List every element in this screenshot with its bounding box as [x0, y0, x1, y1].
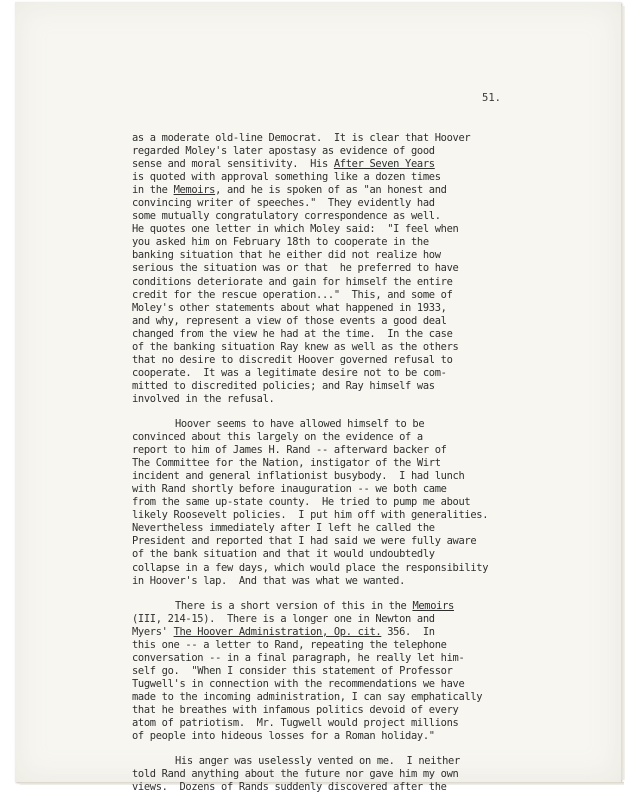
text-line	[132, 132, 552, 145]
text-segment: atom of patriotism. Mr. Tugwell would project millions	[132, 717, 459, 730]
text-segment: (III, 214-15). There is a longer one in Newton and	[132, 612, 435, 625]
text-segment: in the	[132, 184, 174, 197]
text-segment: cooperate. It was a legitimate desire not to be com-	[132, 366, 447, 379]
text-segment: of the banking situation Ray knew as well as the others	[132, 340, 459, 353]
text-line	[132, 210, 552, 223]
text-line	[132, 418, 552, 431]
text-segment: President and reported that I had said we were fully aware	[132, 535, 477, 548]
text-line	[132, 223, 552, 236]
text-line	[132, 768, 552, 781]
text-line	[132, 470, 552, 483]
text-line	[132, 354, 552, 367]
text-segment: you asked him on February 18th to cooperate in the	[132, 236, 429, 249]
text-segment: made to the incoming administration, I can say emphatically	[132, 690, 483, 703]
text-segment: conditions deteriorate and gain for himself the entire	[132, 275, 453, 288]
text-line	[132, 548, 552, 561]
text-segment: sense and moral sensitivity. His	[132, 158, 334, 171]
text-segment: told Rand anything about the future nor gave him my own	[132, 768, 459, 781]
text-line	[132, 678, 552, 691]
text-line	[132, 315, 552, 328]
text-line	[132, 613, 552, 626]
text-segment: 356. In	[381, 625, 435, 638]
text-segment: incident and general inflationist busybody. I had lunch	[132, 470, 465, 483]
text-line	[132, 665, 552, 678]
text-line	[132, 197, 552, 210]
text-line	[132, 652, 552, 665]
text-segment: as a moderate old-line Democrat. It is clear that Hoover	[132, 132, 471, 144]
text-line	[132, 380, 552, 393]
text-line	[132, 704, 552, 717]
paragraph	[132, 755, 552, 794]
text-line	[132, 249, 552, 262]
text-segment: views. Dozens of Rands suddenly discovered after the	[132, 781, 447, 794]
text-segment: and why, represent a view of those events a good deal	[132, 314, 447, 327]
text-segment: Hoover seems to have allowed himself to be	[175, 417, 425, 430]
underlined-title: The Hoover Administration, Op. cit.	[173, 625, 382, 638]
paragraph	[132, 418, 552, 588]
underlined-title: Memoirs	[173, 184, 216, 197]
text-segment: this one -- a letter to Rand, repeating the telephone	[132, 638, 447, 651]
text-line	[132, 393, 552, 406]
text-segment: There is a short version of this in the	[175, 599, 413, 612]
text-line	[132, 367, 552, 380]
text-segment: He quotes one letter in which Moley said: "I feel when	[132, 223, 459, 236]
text-line	[132, 444, 552, 457]
text-segment: , and he is spoken of as "an honest and	[215, 184, 447, 197]
text-line	[132, 302, 552, 315]
text-segment: serious the situation was or that he preferred to have	[132, 262, 459, 275]
text-segment: that he breathes with infamous politics devoid of every	[132, 703, 459, 716]
text-line	[132, 328, 552, 341]
text-line	[132, 575, 552, 588]
text-line	[132, 755, 552, 768]
text-segment: involved in the refusal.	[132, 392, 275, 405]
text-line	[132, 341, 552, 354]
underlined-title: Memoirs	[412, 599, 454, 612]
paragraph	[132, 600, 552, 744]
stacked-page-edge-right	[621, 6, 625, 780]
text-line	[132, 496, 552, 509]
text-line	[132, 158, 552, 171]
text-segment: is quoted with approval something like a dozen times	[132, 171, 441, 184]
page-number: 51.	[482, 92, 501, 104]
text-segment: conversation -- in a final paragraph, he really let him-	[132, 651, 465, 664]
text-segment: of people into hideous losses for a Roman holiday."	[132, 730, 435, 743]
text-line	[132, 509, 552, 522]
text-line	[132, 730, 552, 743]
text-segment: that no desire to discredit Hoover governed refusal to	[132, 353, 453, 366]
text-line	[132, 276, 552, 289]
text-line	[132, 262, 552, 275]
text-segment: Myers'	[132, 625, 174, 638]
text-segment: Nevertheless immediately after I left he called the	[132, 522, 435, 535]
text-segment: convinced about this largely on the evidence of a	[132, 431, 423, 444]
text-segment: likely Roosevelt policies. I put him off with generalities.	[132, 509, 489, 522]
text-segment: credit for the rescue operation..." This, and some of	[132, 288, 453, 301]
text-line	[132, 483, 552, 496]
text-line	[132, 562, 552, 575]
text-segment: some mutually congratulatory correspondence as well.	[132, 210, 441, 223]
text-segment: Tugwell's in connection with the recommendations we have	[132, 677, 465, 690]
text-segment: report to him of James H. Rand -- afterward backer of	[132, 444, 447, 457]
text-line	[132, 457, 552, 470]
text-segment: with Rand shortly before inauguration -- we both came	[132, 483, 447, 496]
text-segment: collapse in a few days, which would place the responsibility	[132, 561, 489, 574]
text-line	[132, 535, 552, 548]
text-line	[132, 691, 552, 704]
text-line	[132, 626, 552, 639]
text-segment: self go. "When I consider this statement of Professor	[132, 664, 453, 677]
text-line	[132, 781, 552, 794]
text-line	[132, 431, 552, 444]
text-segment: from the same up-state county. He tried to pump me about	[132, 496, 471, 509]
text-line	[132, 717, 552, 730]
text-segment: The Committee for the Nation, instigator of the Wirt	[132, 457, 441, 470]
text-segment: changed from the view he had at the time. In the case	[132, 327, 453, 340]
typewritten-body-text	[132, 132, 552, 806]
paragraph	[132, 132, 552, 406]
text-line	[132, 171, 552, 184]
underlined-title: After Seven Years	[333, 158, 435, 171]
text-line	[132, 522, 552, 535]
text-segment: convincing writer of speeches." They evidently had	[132, 197, 435, 210]
text-segment: mitted to discredited policies; and Ray himself was	[132, 379, 435, 392]
text-line	[132, 600, 552, 613]
text-line	[132, 145, 552, 158]
text-line	[132, 289, 552, 302]
text-segment: in Hoover's lap. And that was what we wanted.	[132, 574, 406, 587]
text-line	[132, 184, 552, 197]
text-line	[132, 236, 552, 249]
text-segment: His anger was uselessly vented on me. I neither	[175, 755, 460, 768]
text-line	[132, 639, 552, 652]
text-segment: banking situation that he either did not realize how	[132, 249, 441, 262]
text-segment: regarded Moley's later apostasy as evidence of good	[132, 145, 435, 158]
text-segment: Moley's other statements about what happened in 1933,	[132, 301, 447, 314]
text-segment: of the bank situation and that it would undoubtedly	[132, 548, 435, 561]
